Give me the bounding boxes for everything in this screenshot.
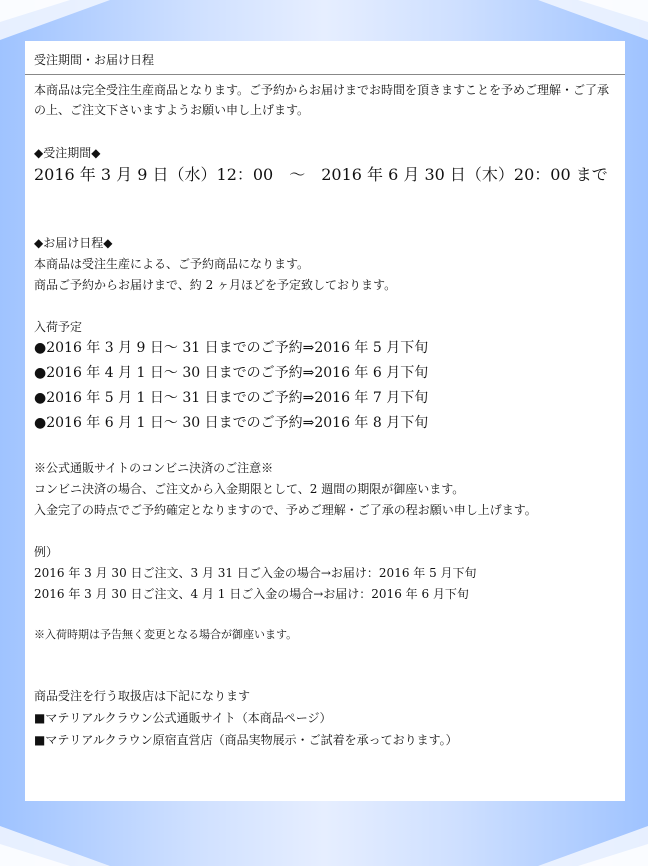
delivery-heading: ◆お届け日程◆ [34,236,113,250]
intro-line-1: 本商品は完全受注生産商品となります。ご予約からお届けまでお時間を頂きますことを予めご理解・ご了承 [34,83,610,97]
page-title: 受注期間・お届け日程 [34,53,155,67]
example-line-2: 2016 年 3 月 30 日ご注文、4 月 1 日ご入金の場合→お届け：2016 年 6 月下旬 [34,587,469,601]
arrival-note: ※入荷時期は予告無く変更となる場合が御座います。 [34,628,298,641]
content-panel [25,41,625,801]
shop-item: ■マテリアルクラウン公式通販サイト（本商品ページ） [34,711,332,725]
arrival-item: ●2016 年 4 月 1 日～ 30 日までのご予約⇒2016 年 6 月下旬 [34,365,429,381]
arrival-item: ●2016 年 3 月 9 日～ 31 日までのご予約⇒2016 年 5 月下旬 [34,340,429,356]
delivery-line-2: 商品ご予約からお届けまで、約 2 ヶ月ほどを予定致しております。 [34,278,397,292]
section-header [25,41,625,75]
conveni-line-2: 入金完了の時点でご予約確定となりますので、予めご理解・ご了承の程お願い申し上げます。 [34,503,537,517]
intro-line-2: の上、ご注文下さいますようお願い申し上げます。 [34,103,310,117]
arrival-item: ●2016 年 5 月 1 日～ 31 日までのご予約⇒2016 年 7 月下旬 [34,390,429,406]
order-period-heading: ◆受注期間◆ [34,146,101,160]
arrival-item: ●2016 年 6 月 1 日～ 30 日までのご予約⇒2016 年 8 月下旬 [34,415,429,431]
example-heading: 例） [34,545,59,559]
conveni-line-1: コンビニ決済の場合、ご注文から入金期限として、2 週間の期限が御座います。 [34,482,465,496]
example-line-1: 2016 年 3 月 30 日ご注文、3 月 31 日ご入金の場合→お届け：2016 年 5 月下旬 [34,566,477,580]
delivery-line-1: 本商品は受注生産による、ご予約商品になります。 [34,257,310,271]
arrival-heading: 入荷予定 [34,320,83,334]
shop-item: ■マテリアルクラウン原宿直営店（商品実物展示・ご試着を承っております。） [34,733,458,747]
order-period-range: 2016 年 3 月 9 日（水）12：00 ～ 2016 年 6 月 30 日（木）20：00 まで [34,165,608,184]
shops-heading: 商品受注を行う取扱店は下記になります [34,689,251,703]
conveni-heading: ※公式通販サイトのコンビニ決済のご注意※ [34,461,274,475]
